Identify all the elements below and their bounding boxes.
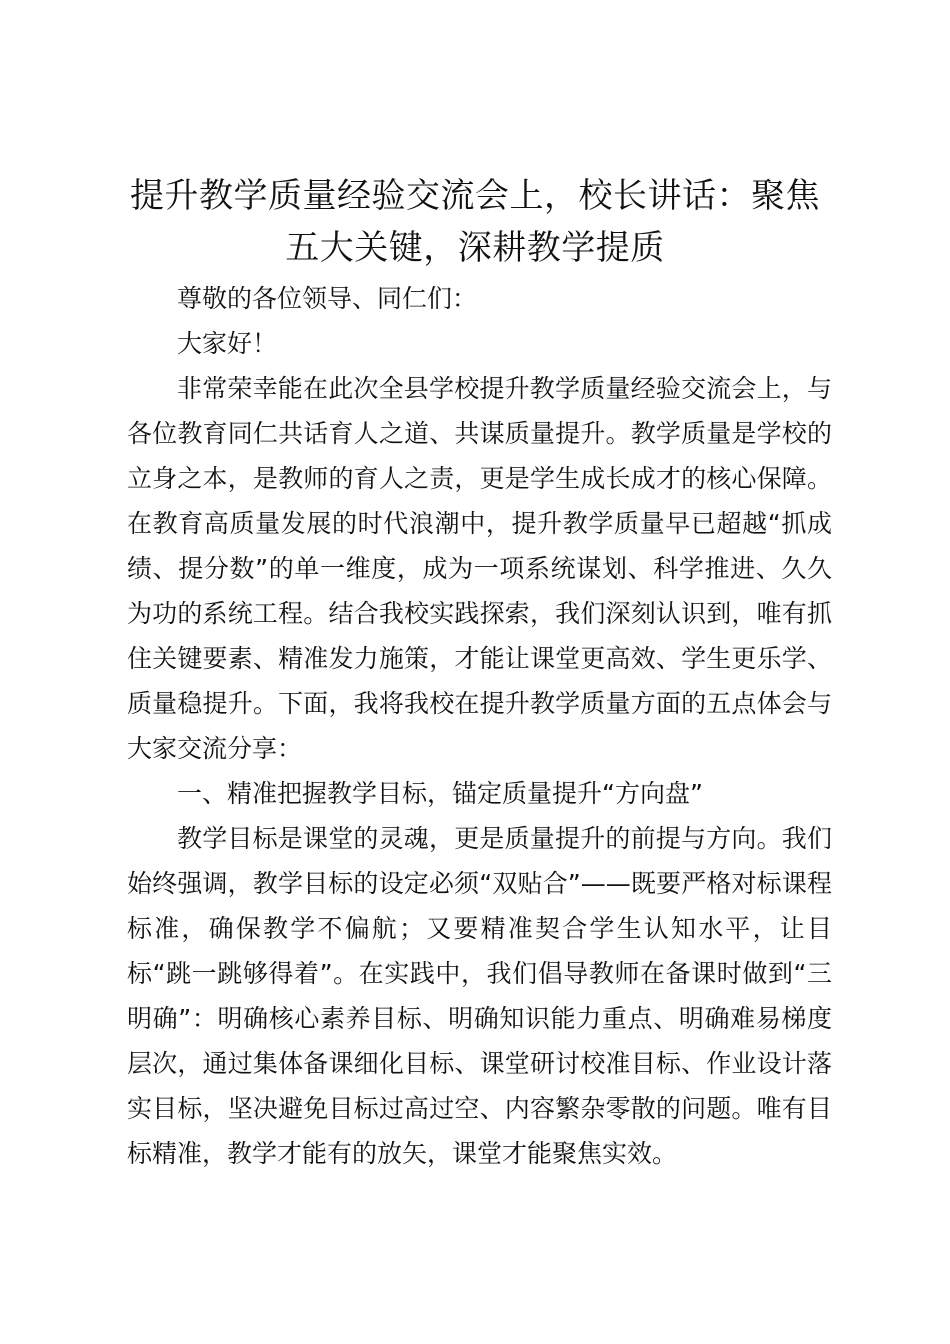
section-paragraph-1: 教学目标是课堂的灵魂，更是质量提升的前提与方向。我们始终强调，教学目标的设定必须“双贴合”——既要严格对标课程标准，确保教学不偏航；又要精准契合学生认知水平，让目标“跳一跳够得着”。在实践中，我们倡导教师在备课时做到“三明确”：明确核心素养目标、明确知识能力重点、明确难易梯度层次，通过集体备课细化目标、课堂研讨校准目标、作业设计落实目标，坚决避免目标过高过空、内容繁杂零散的问题。唯有目标精准，教学才能有的放矢，课堂才能聚焦实效。 <box>127 824 832 1168</box>
salutation: 尊敬的各位领导、同仁们： <box>177 284 478 313</box>
greeting: 大家好！ <box>177 329 278 358</box>
intro-paragraph: 非常荣幸能在此次全县学校提升教学质量经验交流会上，与各位教育同仁共话育人之道、共谋质量提升。教学质量是学校的立身之本，是教师的育人之责，更是学生成长成才的核心保障。在教育高质量发展的时代浪潮中，提升教学质量早已超越“抓成绩、提分数”的单一维度，成为一项系统谋划、科学推进、久久为功的系统工程。结合我校实践探索，我们深刻认识到，唯有抓住关键要素、精准发力施策，才能让课堂更高效、学生更乐学、质量稳提升。下面，我将我校在提升教学质量方面的五点体会与大家交流分享： <box>127 374 832 763</box>
document-title: 提升教学质量经验交流会上，校长讲话：聚焦五大关键，深耕教学提质 <box>130 176 820 268</box>
section-heading-1: 一、精准把握教学目标，锚定质量提升“方向盘” <box>177 779 703 808</box>
document-body <box>127 276 832 1176</box>
